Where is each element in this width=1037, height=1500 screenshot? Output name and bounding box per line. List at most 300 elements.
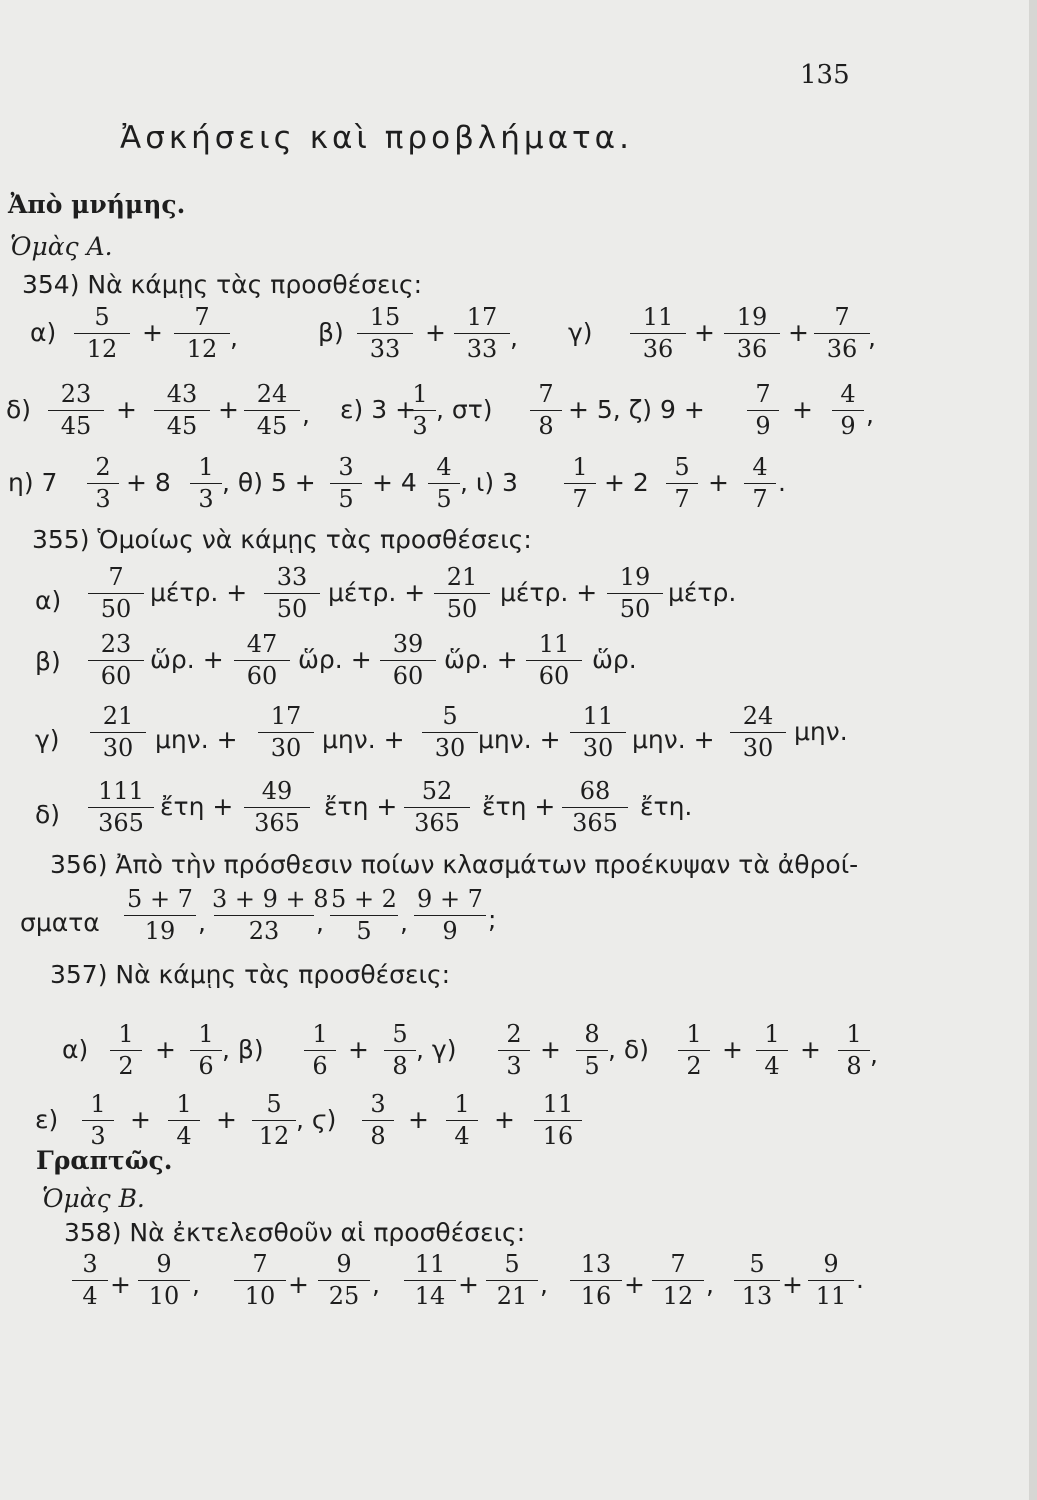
plus-sign: + xyxy=(408,1105,429,1134)
denominator: 30 xyxy=(102,734,134,762)
fraction-bar xyxy=(832,410,864,411)
plus-sign: + xyxy=(540,1035,561,1064)
plus-sign: + xyxy=(218,395,239,424)
section-oral: Ἀπὸ μνήμης. xyxy=(8,190,186,219)
fraction xyxy=(722,303,782,363)
fraction xyxy=(122,885,198,945)
fraction xyxy=(328,885,400,945)
denominator: 12 xyxy=(86,335,118,363)
fraction xyxy=(80,1090,116,1150)
unit: ἔτη. xyxy=(640,792,693,821)
numerator: 23 xyxy=(100,630,132,658)
numerator: 24 xyxy=(256,380,288,408)
numerator: 2 xyxy=(506,1020,522,1048)
fraction xyxy=(232,630,292,690)
fraction-bar xyxy=(88,593,144,594)
fraction-bar xyxy=(576,1050,608,1051)
numerator: 49 xyxy=(261,777,293,805)
label: α) xyxy=(62,1035,89,1064)
fraction-bar xyxy=(434,593,490,594)
denominator: 4 xyxy=(82,1282,98,1310)
denominator: 60 xyxy=(246,662,278,690)
fraction-bar xyxy=(252,1120,296,1121)
fraction xyxy=(664,453,700,513)
denominator: 7 xyxy=(674,485,690,513)
label: + 4 xyxy=(372,468,417,497)
fraction-bar xyxy=(304,1050,336,1051)
fraction xyxy=(72,303,132,363)
numerator: 11 xyxy=(642,303,674,331)
denominator: 6 xyxy=(198,1052,214,1080)
fraction xyxy=(256,702,316,762)
unit: μην. + xyxy=(322,725,405,754)
plus-sign: + xyxy=(130,1105,151,1134)
denominator: 36 xyxy=(736,335,768,363)
numerator: 7 xyxy=(108,563,124,591)
ex358-heading: 358) Νὰ ἐκτελεσθοῦν αἱ προσθέσεις: xyxy=(64,1218,526,1247)
numerator: 1 xyxy=(312,1020,328,1048)
numerator: 9 + 7 xyxy=(417,885,483,913)
fraction-bar xyxy=(744,483,776,484)
plus-sign: + xyxy=(155,1035,176,1064)
fraction xyxy=(355,303,415,363)
numerator: 1 xyxy=(572,453,588,481)
fraction xyxy=(742,453,778,513)
plus-sign: + xyxy=(110,1270,131,1299)
fraction xyxy=(86,563,146,623)
fraction xyxy=(172,303,232,363)
numerator: 7 xyxy=(252,1250,268,1278)
plus-sign: + xyxy=(782,1270,803,1299)
numerator: 17 xyxy=(466,303,498,331)
fraction-bar xyxy=(244,807,310,808)
label: + 5, ζ) 9 + xyxy=(568,395,705,424)
numerator: 8 xyxy=(584,1020,600,1048)
fraction-bar xyxy=(264,593,320,594)
denominator: 9 xyxy=(840,412,856,440)
fraction xyxy=(88,702,148,762)
numerator: 111 xyxy=(98,777,144,805)
denominator: 3 xyxy=(90,1122,106,1150)
denominator: 6 xyxy=(312,1052,328,1080)
plus-sign: + xyxy=(458,1270,479,1299)
denominator: 14 xyxy=(414,1282,446,1310)
plus-sign: + xyxy=(800,1035,821,1064)
numerator: 23 xyxy=(60,380,92,408)
fraction-bar xyxy=(138,1280,190,1281)
numerator: 4 xyxy=(436,453,452,481)
fraction-bar xyxy=(190,483,222,484)
denominator: 50 xyxy=(619,595,651,623)
numerator: 5 xyxy=(266,1090,282,1118)
denominator: 3 xyxy=(412,412,428,440)
plus-sign: + xyxy=(216,1105,237,1134)
fraction xyxy=(188,1020,224,1080)
fraction xyxy=(426,453,462,513)
fraction-bar xyxy=(678,1050,710,1051)
denominator: 60 xyxy=(538,662,570,690)
comma: , xyxy=(870,1040,878,1069)
fraction-bar xyxy=(362,1120,394,1121)
fraction xyxy=(745,380,781,440)
unit: ἔτη + xyxy=(160,792,234,821)
denominator: 12 xyxy=(662,1282,694,1310)
fraction-bar xyxy=(124,915,196,916)
fraction xyxy=(302,1020,338,1080)
fraction-bar xyxy=(87,483,119,484)
period: . xyxy=(778,468,786,497)
label: ε) 3 + xyxy=(340,395,417,424)
numerator: 21 xyxy=(446,563,478,591)
numerator: 19 xyxy=(619,563,651,591)
fraction-bar xyxy=(384,1050,416,1051)
numerator: 19 xyxy=(736,303,768,331)
denominator: 30 xyxy=(582,734,614,762)
label: , ι) 3 xyxy=(460,468,518,497)
denominator: 8 xyxy=(392,1052,408,1080)
comma: , xyxy=(230,323,238,352)
fraction-bar xyxy=(404,410,436,411)
fraction xyxy=(560,777,630,837)
plus-sign: + xyxy=(792,395,813,424)
unit: ὥρ. + xyxy=(150,645,224,674)
comma: , xyxy=(706,1270,714,1299)
numerator: 1 xyxy=(176,1090,192,1118)
fraction xyxy=(250,1090,298,1150)
fraction xyxy=(568,1250,624,1310)
fraction xyxy=(650,1250,706,1310)
denominator: 5 xyxy=(584,1052,600,1080)
numerator: 2 xyxy=(95,453,111,481)
numerator: 11 xyxy=(542,1090,574,1118)
denominator: 2 xyxy=(686,1052,702,1080)
page-edge xyxy=(1029,0,1037,1500)
plus-sign: + xyxy=(722,1035,743,1064)
ex356-line1: 356) Ἀπὸ τὴν πρόσθεσιν ποίων κλασμάτων προέκυψαν τὰ ἀθροί- xyxy=(50,850,859,879)
numerator: 7 xyxy=(670,1250,686,1278)
unit: μέτρ. + xyxy=(328,578,426,607)
fraction xyxy=(524,630,584,690)
numerator: 11 xyxy=(414,1250,446,1278)
fraction xyxy=(85,453,121,513)
numerator: 17 xyxy=(270,702,302,730)
fraction xyxy=(562,453,598,513)
fraction xyxy=(86,630,146,690)
fraction-bar xyxy=(330,915,398,916)
denominator: 4 xyxy=(764,1052,780,1080)
denominator: 9 xyxy=(442,917,458,945)
denominator: 365 xyxy=(254,809,300,837)
plus-sign: + xyxy=(788,318,809,347)
numerator: 1 xyxy=(454,1090,470,1118)
numerator: 4 xyxy=(840,380,856,408)
fraction xyxy=(496,1020,532,1080)
fraction xyxy=(232,1250,288,1310)
unit: ἔτη + xyxy=(482,792,556,821)
label: , ϛ) xyxy=(296,1105,337,1134)
denominator: 36 xyxy=(642,335,674,363)
numerator: 7 xyxy=(538,380,554,408)
denominator: 50 xyxy=(276,595,308,623)
fraction-bar xyxy=(562,807,628,808)
numerator: 5 xyxy=(442,702,458,730)
fraction-bar xyxy=(534,1120,582,1121)
fraction-bar xyxy=(318,1280,370,1281)
numerator: 9 xyxy=(336,1250,352,1278)
fraction xyxy=(412,885,488,945)
numerator: 3 + 9 + 8 xyxy=(212,885,329,913)
fraction xyxy=(676,1020,712,1080)
comma: , xyxy=(866,400,874,429)
denominator: 10 xyxy=(244,1282,276,1310)
label: σματα xyxy=(20,908,100,937)
fraction-bar xyxy=(330,483,362,484)
numerator: 9 xyxy=(823,1250,839,1278)
numerator: 5 + 7 xyxy=(127,885,193,913)
fraction-bar xyxy=(414,915,486,916)
label: , θ) 5 + xyxy=(222,468,316,497)
label: + 2 xyxy=(604,468,649,497)
unit: μην. + xyxy=(632,725,715,754)
denominator: 12 xyxy=(186,335,218,363)
numerator: 52 xyxy=(421,777,453,805)
fraction-bar xyxy=(74,333,130,334)
plus-sign: + xyxy=(694,318,715,347)
fraction-bar xyxy=(607,593,663,594)
fraction xyxy=(402,777,472,837)
denominator: 8 xyxy=(846,1052,862,1080)
fraction xyxy=(728,702,788,762)
plus-sign: + xyxy=(425,318,446,347)
denominator: 12 xyxy=(258,1122,290,1150)
numerator: 4 xyxy=(752,453,768,481)
fraction-bar xyxy=(234,660,290,661)
fraction xyxy=(316,1250,372,1310)
fraction xyxy=(242,380,302,440)
fraction-bar xyxy=(190,1050,222,1051)
denominator: 30 xyxy=(270,734,302,762)
numerator: 1 xyxy=(412,380,428,408)
fraction-bar xyxy=(82,1120,114,1121)
comma: , xyxy=(510,323,518,352)
numerator: 13 xyxy=(580,1250,612,1278)
comma: , xyxy=(868,323,876,352)
fraction xyxy=(812,303,872,363)
fraction-bar xyxy=(404,807,470,808)
denominator: 5 xyxy=(436,485,452,513)
numerator: 39 xyxy=(392,630,424,658)
fraction xyxy=(46,380,106,440)
denominator: 33 xyxy=(466,335,498,363)
numerator: 5 xyxy=(674,453,690,481)
fraction xyxy=(212,885,329,945)
comma: , xyxy=(372,1270,380,1299)
fraction-bar xyxy=(422,732,478,733)
unit: μέτρ. + xyxy=(500,578,598,607)
numerator: 21 xyxy=(102,702,134,730)
fraction-bar xyxy=(90,732,146,733)
denominator: 19 xyxy=(144,917,176,945)
denominator: 33 xyxy=(369,335,401,363)
numerator: 3 xyxy=(338,453,354,481)
fraction xyxy=(628,303,688,363)
fraction xyxy=(188,453,224,513)
fraction-bar xyxy=(88,660,144,661)
fraction-bar xyxy=(486,1280,538,1281)
denominator: 7 xyxy=(752,485,768,513)
denominator: 4 xyxy=(454,1122,470,1150)
fraction-bar xyxy=(724,333,780,334)
plus-sign: + xyxy=(708,468,729,497)
denominator: 10 xyxy=(148,1282,180,1310)
numerator: 5 xyxy=(504,1250,520,1278)
denominator: 50 xyxy=(100,595,132,623)
denominator: 3 xyxy=(198,485,214,513)
unit: ὥρ. + xyxy=(444,645,518,674)
chapter-title: Ἀσκήσεις καὶ προβλήματα. xyxy=(120,120,633,156)
fraction-bar xyxy=(570,1280,622,1281)
denominator: 45 xyxy=(256,412,288,440)
fraction xyxy=(528,380,564,440)
denominator: 5 xyxy=(356,917,372,945)
unit: μέτρ. + xyxy=(150,578,248,607)
denominator: 21 xyxy=(496,1282,528,1310)
denominator: 7 xyxy=(572,485,588,513)
fraction xyxy=(378,630,438,690)
fraction-bar xyxy=(380,660,436,661)
label: α) xyxy=(35,586,62,615)
plus-sign: + xyxy=(288,1270,309,1299)
fraction xyxy=(605,563,665,623)
denominator: 60 xyxy=(100,662,132,690)
fraction xyxy=(432,563,492,623)
ex357-heading: 357) Νὰ κάμῃς τὰς προσθέσεις: xyxy=(50,960,451,989)
comma: , xyxy=(400,908,408,937)
numerator: 1 xyxy=(198,453,214,481)
section-written: Γραπτῶς. xyxy=(36,1146,173,1175)
fraction xyxy=(806,1250,856,1310)
unit: μην. xyxy=(794,717,848,746)
fraction xyxy=(108,1020,144,1080)
fraction-bar xyxy=(498,1050,530,1051)
fraction-bar xyxy=(110,1050,142,1051)
fraction xyxy=(152,380,212,440)
numerator: 9 xyxy=(156,1250,172,1278)
denominator: 365 xyxy=(414,809,460,837)
plus-sign: + xyxy=(142,318,163,347)
fraction xyxy=(420,702,480,762)
fraction-bar xyxy=(814,333,870,334)
period: . xyxy=(856,1265,864,1294)
fraction-bar xyxy=(154,410,210,411)
label: δ) xyxy=(6,395,32,424)
numerator: 15 xyxy=(369,303,401,331)
label: + 8 xyxy=(126,468,171,497)
ex355-heading: 355) Ὁμοίως νὰ κάμῃς τὰς προσθέσεις: xyxy=(32,525,532,554)
fraction-bar xyxy=(652,1280,704,1281)
label: , γ) xyxy=(416,1035,457,1064)
fraction xyxy=(402,1250,458,1310)
fraction-bar xyxy=(838,1050,870,1051)
fraction xyxy=(484,1250,540,1310)
numerator: 7 xyxy=(834,303,850,331)
fraction-bar xyxy=(530,410,562,411)
fraction-bar xyxy=(258,732,314,733)
fraction-bar xyxy=(234,1280,286,1281)
denominator: 11 xyxy=(815,1282,847,1310)
fraction-bar xyxy=(168,1120,200,1121)
numerator: 3 xyxy=(82,1250,98,1278)
plus-sign: + xyxy=(348,1035,369,1064)
label: β) xyxy=(35,647,61,676)
label: δ) xyxy=(35,800,61,829)
denominator: 3 xyxy=(506,1052,522,1080)
fraction-bar xyxy=(756,1050,788,1051)
numerator: 3 xyxy=(370,1090,386,1118)
denominator: 16 xyxy=(580,1282,612,1310)
numerator: 1 xyxy=(198,1020,214,1048)
group-b: Ὁμὰς Β. xyxy=(42,1184,145,1213)
denominator: 60 xyxy=(392,662,424,690)
fraction xyxy=(732,1250,782,1310)
numerator: 1 xyxy=(764,1020,780,1048)
fraction-bar xyxy=(214,915,314,916)
denominator: 365 xyxy=(572,809,618,837)
fraction-bar xyxy=(630,333,686,334)
comma: , xyxy=(540,1270,548,1299)
fraction xyxy=(836,1020,872,1080)
numerator: 1 xyxy=(118,1020,134,1048)
fraction-bar xyxy=(72,1280,108,1281)
fraction xyxy=(568,702,628,762)
numerator: 24 xyxy=(742,702,774,730)
unit: ὥρ. + xyxy=(298,645,372,674)
fraction xyxy=(830,380,866,440)
fraction-bar xyxy=(666,483,698,484)
denominator: 9 xyxy=(755,412,771,440)
fraction-bar xyxy=(564,483,596,484)
fraction xyxy=(382,1020,418,1080)
denominator: 8 xyxy=(538,412,554,440)
unit: μέτρ. xyxy=(668,578,737,607)
denominator: 16 xyxy=(542,1122,574,1150)
plus-sign: + xyxy=(624,1270,645,1299)
group-a: Ὁμὰς Α. xyxy=(10,232,113,261)
denominator: 3 xyxy=(95,485,111,513)
fraction-bar xyxy=(734,1280,780,1281)
denominator: 30 xyxy=(434,734,466,762)
fraction xyxy=(754,1020,790,1080)
plus-sign: + xyxy=(494,1105,515,1134)
denominator: 8 xyxy=(370,1122,386,1150)
fraction-bar xyxy=(428,483,460,484)
numerator: 33 xyxy=(276,563,308,591)
denominator: 4 xyxy=(176,1122,192,1150)
fraction-bar xyxy=(404,1280,456,1281)
fraction-bar xyxy=(570,732,626,733)
label: , στ) xyxy=(436,395,493,424)
unit: μην. + xyxy=(478,725,561,754)
plus-sign: + xyxy=(116,395,137,424)
fraction xyxy=(86,777,156,837)
denominator: 25 xyxy=(328,1282,360,1310)
comma: , xyxy=(302,400,310,429)
fraction xyxy=(452,303,512,363)
fraction xyxy=(242,777,312,837)
comma: , xyxy=(192,1270,200,1299)
fraction xyxy=(574,1020,610,1080)
fraction-bar xyxy=(730,732,786,733)
